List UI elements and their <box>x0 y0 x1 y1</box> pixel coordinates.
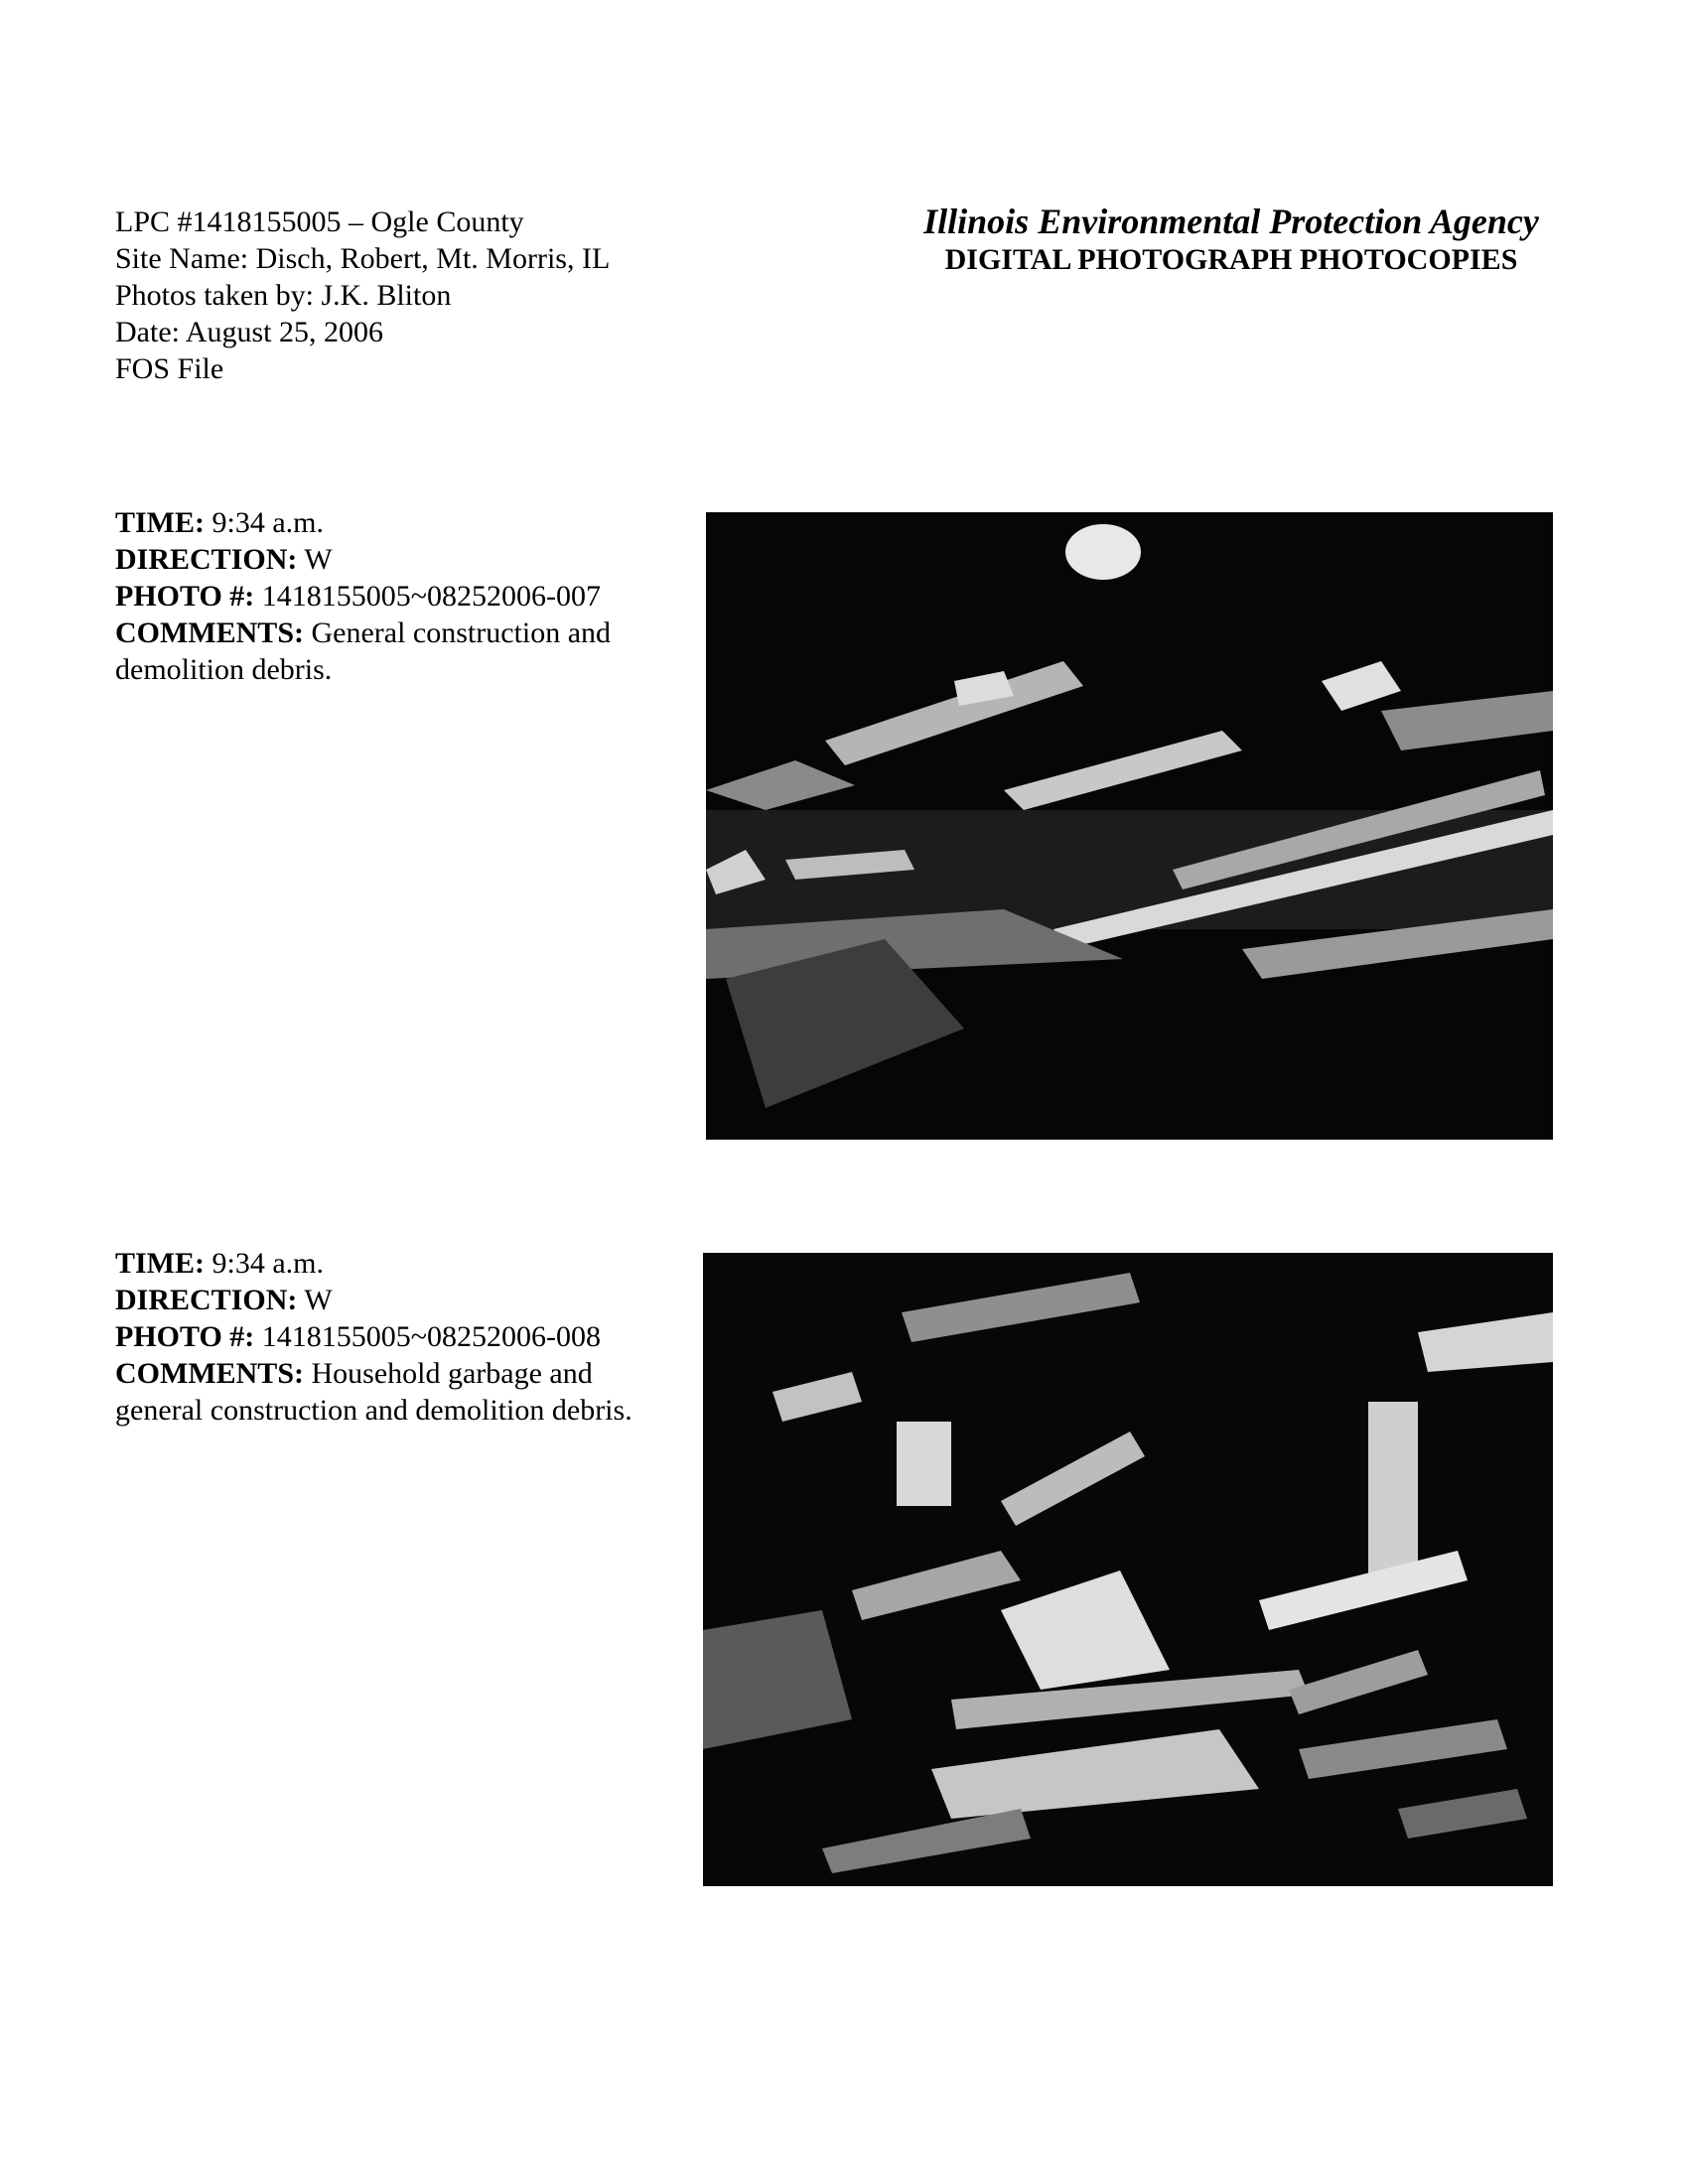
photo-1-direction: DIRECTION: W <box>115 543 333 576</box>
photo-2-comments: COMMENTS: Household garbage and general construction and demolition debris. <box>115 1357 632 1427</box>
lpc-number: LPC #1418155005 – Ogle County <box>115 205 524 238</box>
photographer: Photos taken by: J.K. Bliton <box>115 279 452 312</box>
photo-1-details <box>115 504 681 688</box>
document-type: DIGITAL PHOTOGRAPH PHOTOCOPIES <box>944 243 1518 276</box>
photo-2-image <box>703 1253 1553 1886</box>
photo-1-number: PHOTO #: 1418155005~08252006-007 <box>115 580 602 613</box>
photo-1-comments: COMMENTS: General construction and demolition debris. <box>115 616 612 686</box>
site-name: Site Name: Disch, Robert, Mt. Morris, IL <box>115 242 611 275</box>
document-header-info <box>115 204 711 387</box>
photo-1-time: TIME: 9:34 a.m. <box>115 506 324 539</box>
debris-photo-2 <box>703 1253 1553 1886</box>
debris-photo-1 <box>706 512 1553 1140</box>
photo-2-direction: DIRECTION: W <box>115 1284 333 1316</box>
agency-name: Illinois Environmental Protection Agency <box>923 202 1539 241</box>
file-type: FOS File <box>115 352 224 385</box>
photo-2-number: PHOTO #: 1418155005~08252006-008 <box>115 1320 602 1353</box>
photo-2-details <box>115 1245 681 1429</box>
agency-header <box>874 201 1589 278</box>
photo-1-image <box>706 512 1553 1140</box>
photo-2-time: TIME: 9:34 a.m. <box>115 1247 324 1280</box>
photo-date: Date: August 25, 2006 <box>115 316 383 348</box>
